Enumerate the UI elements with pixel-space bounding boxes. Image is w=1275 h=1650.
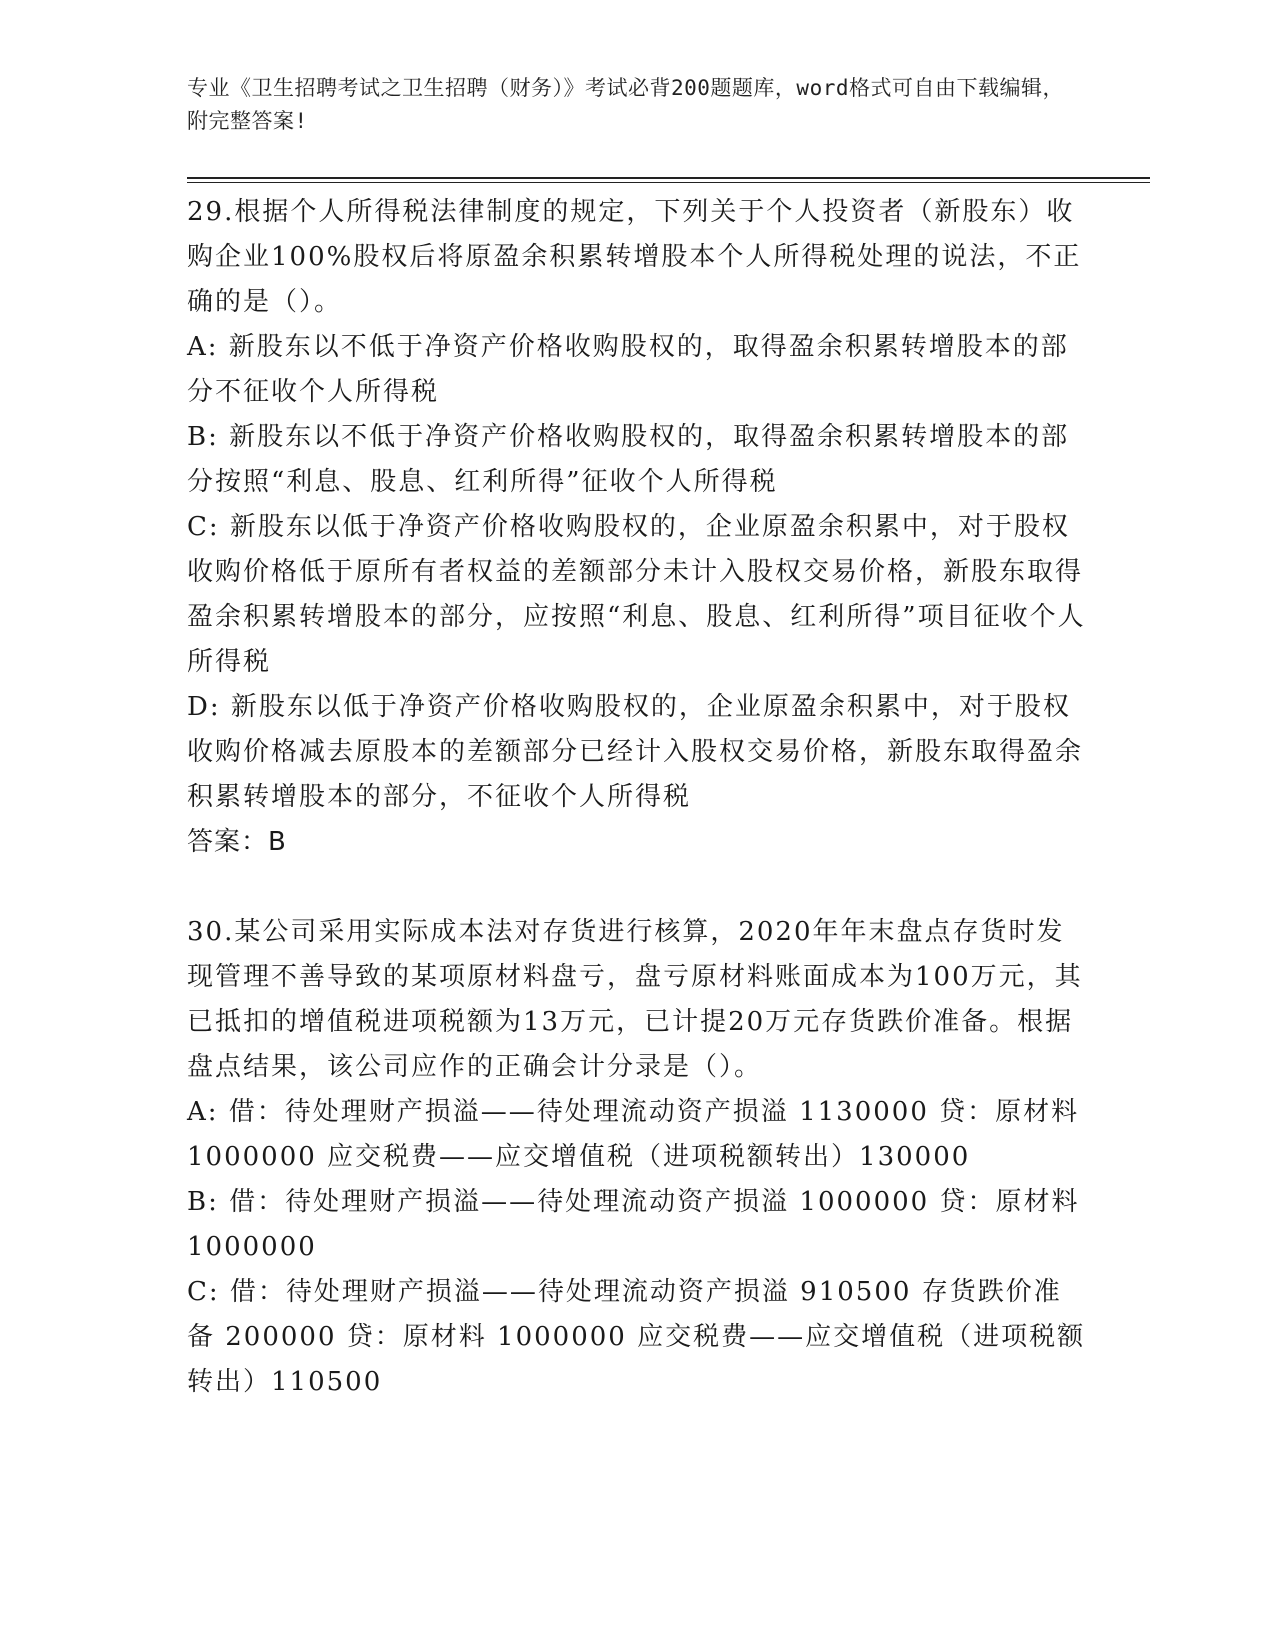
question-list: [187, 190, 1087, 1405]
option-b: B: 借：待处理财产损溢——待处理流动资产损溢 1000000 贷：原材料 1000000: [187, 1187, 1080, 1262]
option-a: A: 新股东以不低于净资产价格收购股权的，取得盈余积累转增股本的部分不征收个人所得税: [187, 332, 1069, 407]
question-stem: 30.某公司采用实际成本法对存货进行核算，2020年年末盘点存货时发现管理不善导致的某项原材料盘亏，盘亏原材料账面成本为100万元，其已抵扣的增值税进项税额为13万元，已计提20万元存货跌价准备。根据盘点结果，该公司应作的正确会计分录是（）。: [187, 917, 1083, 1082]
option-c: C: 借：待处理财产损溢——待处理流动资产损溢 910500 存货跌价准备 200000 贷：原材料 1000000 应交税费——应交增值税（进项税额转出）110500: [187, 1277, 1086, 1397]
option-d: D: 新股东以低于净资产价格收购股权的，企业原盈余积累中，对于股权收购价格减去原股本的差额部分已经计入股权交易价格，新股东取得盈余积累转增股本的部分，不征收个人所得税: [187, 692, 1084, 812]
option-c: C: 新股东以低于净资产价格收购股权的，企业原盈余积累中，对于股权收购价格低于原所有者权益的差额部分未计入股权交易价格，新股东取得盈余积累转增股本的部分，应按照“利息、股息、红利所得”项目征收个人所得税: [187, 512, 1086, 677]
header-divider-thin: [187, 182, 1150, 183]
option-a: A: 借：待处理财产损溢——待处理流动资产损溢 1130000 贷：原材料 1000000 应交税费——应交增值税（进项税额转出）130000: [187, 1097, 1080, 1172]
document-header: 专业《卫生招聘考试之卫生招聘（财务）》考试必背200题题库，word格式可自由下载编辑，附完整答案!: [187, 76, 1064, 133]
question-29: [187, 190, 1087, 865]
question-30: [187, 910, 1087, 1405]
option-b: B: 新股东以不低于净资产价格收购股权的，取得盈余积累转增股本的部分按照“利息、股息、红利所得”征收个人所得税: [187, 422, 1070, 497]
answer-label: 答案：B: [187, 827, 287, 857]
question-stem: 29.根据个人所得税法律制度的规定，下列关于个人投资者（新股东）收购企业100%股权后将原盈余积累转增股本个人所得税处理的说法，不正确的是（）。: [187, 197, 1082, 317]
header-divider-thick: [187, 177, 1150, 179]
question-spacer: [187, 865, 1087, 910]
